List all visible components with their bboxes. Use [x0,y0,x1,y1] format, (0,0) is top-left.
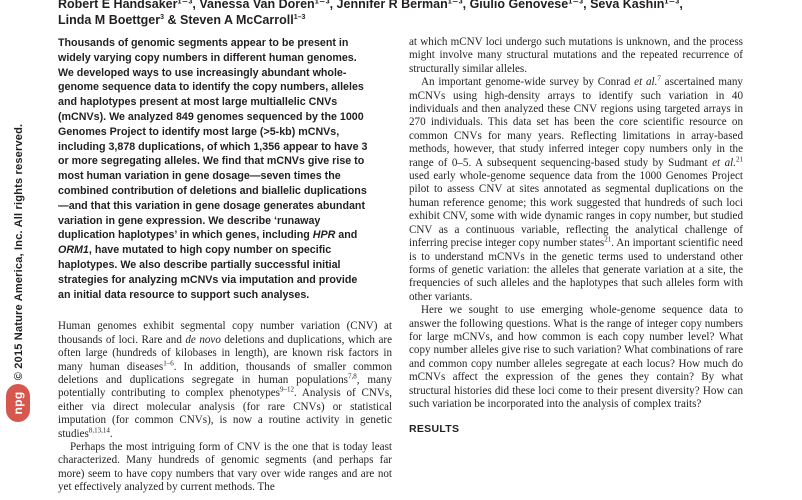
left-margin [0,0,38,500]
body-paragraph [409,76,743,304]
body-paragraph: Here we sought to use emerging whole-genome sequence data to answer the following questions. What is the range of integer copy numbers for large mCNVs, and how common is each copy number level? What copy number alleles give rise to such variation? What combinations of rare and common copy number alleles segregate at each locus? How much do mCNVs affect the expression of the genes they contain? By what structural histories did these loci come to their present diversity? How can such variation be incorporated into the analysis of complex traits? [409,304,743,410]
body-text: . In addition, thousands of smaller common deletions and duplications segregate in human populations [58,360,392,386]
citation: 9–12 [280,385,295,394]
body-text: . [109,427,113,440]
section-heading: RESULTS [409,423,460,436]
citation: 7,8 [347,372,357,381]
body-paragraph [58,320,392,441]
author-affiliation: 1–3 [293,13,306,21]
npg-logo [6,384,30,422]
citation: 21 [604,235,612,244]
abstract [58,36,392,302]
author-name: Steven A McCarroll [179,13,294,27]
body-paragraph: at which mCNV loci undergo such mutations is unknown, and the process might involve many structural mutations and the repeated recurrence of structurally similar alleles. [409,36,743,75]
citation: 8,13,14 [88,425,110,434]
body-text: . Analysis of CNVs, either via direct molecular analysis (for rare CNVs) or statistical imputation (for common CNVs), is now a routine activity in genetic studies [58,387,392,440]
body-text: deletions and duplications, which are often large (hundreds of kilobases in length), are known risk factors in many human diseases [58,333,392,373]
citation: 1–6 [163,358,174,367]
author-affiliation: 3 [160,13,164,21]
citation: 21 [736,154,743,163]
npg-logo-text: npg [11,391,25,415]
gene-name: HPR [312,229,336,242]
author-name: Linda M Boettger [58,13,161,27]
author-list-line-2 [58,12,758,28]
copyright-notice: © 2015 Nature America, Inc. All rights reserved. [13,123,25,381]
citation: 7 [657,74,661,83]
abstract-text: and [335,229,358,242]
body-text: . An important scientific need is to understand mCNVs in the genetic terms used to understand other forms of genetic variation: the alleles that generate variation at a site, the frequencies of such alleles and the haplotypes that such alleles form with other variants. [409,237,743,303]
body-paragraph: Perhaps the most intriguing form of CNV is the one that is today least characterized. Many hundreds of genomic segments (and perhaps far more) seem to have copy numbers that vary over wide ranges and are not yet effectively analyzed by current methods. The [58,441,392,494]
italic-term: de novo [185,333,221,346]
italic-term: et al. [712,156,736,169]
right-column [409,36,743,437]
body-text: An important genome-wide survey by Conrad [421,76,635,89]
body-text: ascertained many mCNVs using high-density arrays to identify such variation in 40 individuals and then analyzed these CNV regions using targeted arrays in 270 individuals. This data set has been the core scientific resource on common CNVs for many years. Reflecting limitations in array-based methods, however, that study inferred integer copy numbers only in the range of 0–5. A subsequent sequencing-based study by Sudmant [409,76,743,169]
author-separator: & [164,13,180,27]
abstract-text: , have mutated to high copy number on specific haplotypes. We also describe partially successful initial strategies for analyzing mCNVs via imputation and provide an initial data resource to support such analyses. [58,244,358,301]
abstract-text: Thousands of genomic segments appear to be present in widely varying copy numbers in different human genomes. We developed ways to use increasingly abundant whole-genome sequence data to identify the copy numbers, alleles and haplotypes present at most large multiallelic CNVs (mCNVs). We analyzed 849 genomes sequenced by the 1000 Genomes Project to identify most large (>5-kb) mCNVs, including 3,878 duplications, of which 1,356 appear to have 3 or more segregating alleles. We find that mCNVs give rise to most human variation in gene dosage—seven times the combined contribution of deletions and biallelic duplications—and that this variation in gene dosage generates abundant variation in gene expression. We describe ‘runaway duplication haplotypes’ in which genes, including [58,37,368,242]
author-list-line-1: Robert E Handsaker¹⁻³, Vanessa Van Doren¹⁻³, Jennifer R Berman¹⁻³, Giulio Genovese¹⁻³, Seva Kashin¹⁻³, [58,0,683,11]
italic-term: et al. [634,76,658,89]
left-column [58,36,392,495]
body-text: , many potentially contributing to complex phenotypes [58,373,392,400]
body-text: Human genomes exhibit segmental copy number variation (CNV) at thousands of loci. Rare and [58,320,392,346]
gene-name: ORM1 [58,244,89,257]
body-text: used early whole-genome sequence data from the 1000 Genomes Project pilot to assess CNV at sites annotated as segmental duplications on the human reference genome; this work suggested that hundreds of such loci exhibit CNV, some with wide dynamic ranges in copy number, but studied CNV as a continuous variable, reflecting the analytical challenge of inferring precise integer copy number states [409,170,743,250]
introduction-body [58,320,392,494]
